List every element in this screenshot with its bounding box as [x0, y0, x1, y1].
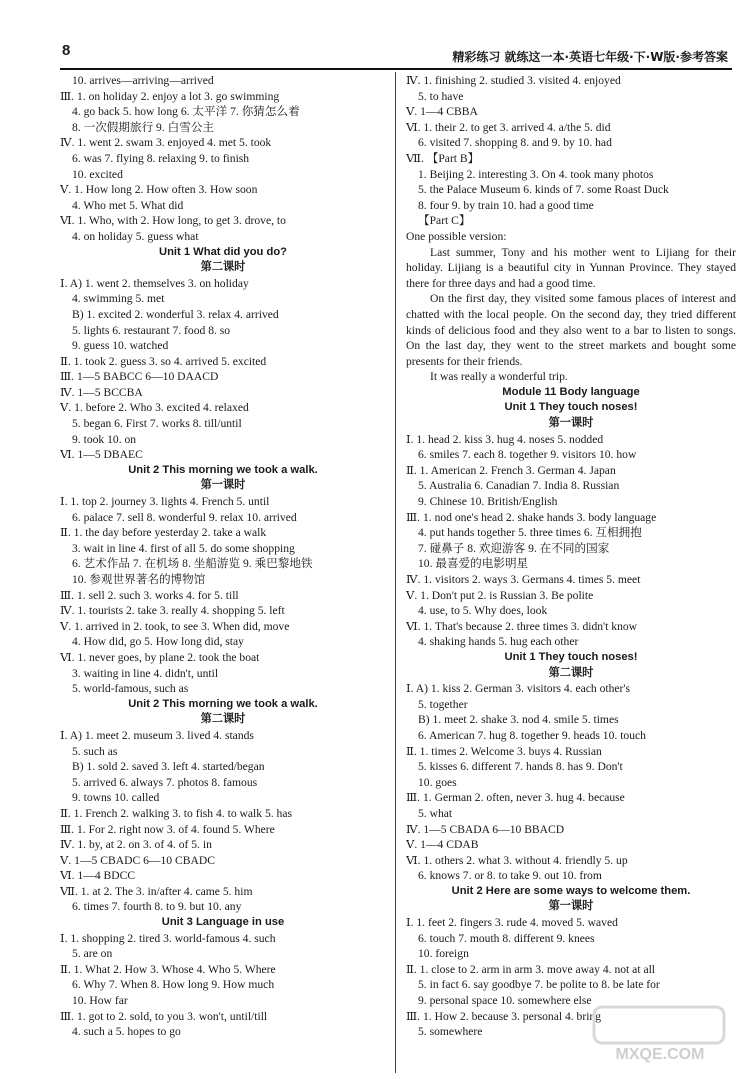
running-header: 精彩练习 就练这一本·英语七年级·下·W版·参考答案 [452, 50, 728, 64]
answer-line: 6. touch 7. mouth 8. different 9. knees [418, 931, 595, 945]
answer-line: 6. times 7. fourth 8. to 9. but 10. any [72, 900, 242, 914]
answer-line: 10. foreign [418, 947, 469, 961]
answer-line: One possible version: [406, 229, 507, 243]
answer-line: 5. to have [418, 89, 464, 103]
answer-line: Ⅶ. 【Part B】 [406, 151, 480, 165]
answer-line: 10. How far [72, 994, 128, 1008]
lesson-heading: 第一课时 [548, 900, 594, 913]
unit-heading: Unit 1 They touch noses! [504, 401, 638, 414]
answer-line: Ⅴ. 1—5 CBADC 6—10 CBADC [60, 853, 215, 867]
unit-heading: Unit 1 What did you do? [158, 245, 288, 258]
unit-heading: Unit 3 Language in use [161, 916, 285, 929]
answer-line: Ⅵ. 1—4 BDCC [60, 869, 136, 883]
answer-line: 4. such a 5. hopes to go [72, 1025, 181, 1039]
answer-line: 5. Australia 6. Canadian 7. India 8. Russian [418, 479, 620, 493]
answer-line: 6. Why 7. When 8. How long 9. How much [72, 978, 275, 992]
unit-heading: Unit 1 They touch noses! [504, 650, 638, 663]
unit-heading: Unit 2 This morning we took a walk. [128, 697, 318, 710]
answer-line: 3. waiting in line 4. didn't, until [72, 666, 219, 680]
lesson-heading: 第二课时 [548, 666, 594, 679]
answer-line: Ⅴ. 1. How long 2. How often 3. How soon [60, 183, 258, 197]
answer-line: Ⅱ. 1. What 2. How 3. Whose 4. Who 5. Where [60, 962, 276, 976]
answer-line: 6. palace 7. sell 8. wonderful 9. relax 10. arrived [72, 510, 297, 524]
answer-line: Ⅴ. 1. arrived in 2. took, to see 3. When did, move [60, 619, 290, 633]
answer-line: Ⅰ. 1. top 2. journey 3. lights 4. French 5. until [60, 495, 270, 509]
answer-line: 5. such as [72, 744, 118, 758]
answer-line: Ⅱ. 1. close to 2. arm in arm 3. move away 4. not at all [406, 962, 656, 976]
answer-line: Ⅰ. A) 1. kiss 2. German 3. visitors 4. each other's [406, 682, 631, 696]
watermark-text: MXQE.COM [615, 1046, 705, 1063]
unit-heading: Unit 2 This morning we took a walk. [128, 463, 318, 476]
answer-line: 9. personal space 10. somewhere else [418, 994, 592, 1008]
answer-line: Ⅳ. 1—5 CBADA 6—10 BBACD [406, 822, 565, 836]
essay-paragraph: Last summer, Tony and his mother went to Lijiang for their holiday. Lijiang is a beautiful city in Yunnan Province. They stayed there for three days and had a good time. [406, 245, 736, 290]
answer-line: Ⅳ. 1. tourists 2. take 3. really 4. shopping 5. left [60, 604, 285, 618]
right-column [406, 73, 736, 1040]
answer-line: Ⅶ. 1. at 2. The 3. in/after 4. came 5. him [60, 884, 253, 898]
answer-line: 9. took 10. on [72, 432, 137, 446]
answer-line: Ⅵ. 1—5 DBAEC [60, 448, 143, 462]
answer-line: Ⅴ. 1. before 2. Who 3. excited 4. relaxed [60, 401, 249, 415]
answer-line: Ⅴ. 1—4 CDAB [406, 838, 479, 852]
answer-line: 8. four 9. by train 10. had a good time [418, 198, 594, 212]
page-number: 8 [62, 42, 71, 59]
answer-line: Ⅲ. 1. German 2. often, never 3. hug 4. because [406, 791, 625, 805]
answer-line: 4. on holiday 5. guess what [72, 229, 199, 243]
answer-line: 5. lights 6. restaurant 7. food 8. so [72, 323, 231, 337]
answer-line: Ⅵ. 1. their 2. to get 3. arrived 4. a/the 5. did [406, 120, 611, 134]
lesson-heading: 第一课时 [548, 417, 594, 430]
essay-paragraph: It was really a wonderful trip. [430, 370, 568, 384]
answer-line: Ⅳ. 1—5 BCCBA [60, 385, 143, 399]
answer-line: 10. arrives—arriving—arrived [72, 74, 214, 87]
answer-line: Ⅳ. 1. finishing 2. studied 3. visited 4. enjoyed [406, 74, 621, 87]
answer-line: 6. American 7. hug 8. together 9. heads 10. touch [418, 728, 646, 742]
answer-line: 5. kisses 6. different 7. hands 8. has 9. Don't [418, 760, 623, 774]
answer-line: 5. the Palace Museum 6. kinds of 7. some Roast Duck [418, 183, 669, 197]
answer-line: 5. arrived 6. always 7. photos 8. famous [72, 775, 258, 789]
answer-line: Ⅱ. 1. times 2. Welcome 3. buys 4. Russian [406, 744, 602, 758]
answer-line: Ⅱ. 1. took 2. guess 3. so 4. arrived 5. excited [60, 354, 267, 368]
answer-line: Ⅵ. 1. Who, with 2. How long, to get 3. drove, to [60, 214, 286, 228]
answer-line: Ⅳ. 1. by, at 2. on 3. of 4. of 5. in [60, 838, 212, 852]
answer-line: 4. use, to 5. Why does, look [418, 604, 548, 618]
answer-line: Ⅲ. 1—5 BABCC 6—10 DAACD [60, 370, 219, 384]
answer-line: 6. was 7. flying 8. relaxing 9. to finish [72, 151, 250, 165]
answer-line: 5. together [418, 697, 468, 711]
answer-line: Ⅲ. 1. on holiday 2. enjoy a lot 3. go swimming [60, 89, 280, 103]
answer-line: 4. Who met 5. What did [72, 198, 184, 212]
answer-line: Ⅲ. 1. How 2. because 3. personal 4. bring [406, 1009, 602, 1023]
answer-line: Ⅰ. 1. shopping 2. tired 3. world-famous 4. such [60, 931, 276, 945]
answer-line: Ⅲ. 1. For 2. right now 3. of 4. found 5. Where [60, 822, 275, 836]
answer-line: B) 1. meet 2. shake 3. nod 4. smile 5. times [418, 713, 619, 727]
column-divider [395, 72, 396, 1073]
answer-line: 4. shaking hands 5. hug each other [418, 635, 579, 649]
answer-line: 9. towns 10. called [72, 791, 160, 805]
answer-line: Ⅱ. 1. the day before yesterday 2. take a walk [60, 526, 267, 540]
answer-line: 6. knows 7. or 8. to take 9. out 10. from [418, 869, 602, 883]
answer-line: 【Part C】 [418, 214, 471, 228]
answer-line: 10. 参观世界著名的博物馆 [72, 573, 206, 586]
answer-line: Ⅰ. A) 1. went 2. themselves 3. on holiday [60, 276, 249, 290]
answer-line: 6. smiles 7. each 8. together 9. visitors 10. how [418, 448, 637, 462]
lesson-heading: 第二课时 [200, 713, 246, 726]
answer-line: 6. 艺术作品 7. 在机场 8. 坐船游览 9. 乘巴黎地铁 [72, 557, 313, 571]
answer-line: Ⅴ. 1. Don't put 2. is Russian 3. Be polite [406, 588, 594, 602]
answer-line: Ⅲ. 1. sell 2. such 3. works 4. for 5. till [60, 588, 239, 602]
answer-line: Ⅴ. 1—4 CBBA [406, 105, 478, 119]
answer-line: B) 1. sold 2. saved 3. left 4. started/began [72, 760, 265, 774]
answer-line: 4. swimming 5. met [72, 292, 165, 306]
answer-line: Ⅳ. 1. went 2. swam 3. enjoyed 4. met 5. took [60, 136, 272, 150]
answer-line: 5. what [418, 806, 453, 820]
essay-paragraph: On the first day, they visited some famous places of interest and chatted with the local people. On the second day, they tried different kinds of delicious food and they also went to a bar to listen to songs. On the last day, they went to the street markets and bought some presents for their friends. [406, 292, 736, 368]
answer-line: 5. began 6. First 7. works 8. till/until [72, 417, 242, 431]
unit-heading: Unit 2 Here are some ways to welcome them. [451, 884, 691, 897]
answer-line: 8. 一次假期旅行 9. 白雪公主 [72, 120, 215, 134]
answer-line: Ⅰ. A) 1. meet 2. museum 3. lived 4. stands [60, 728, 254, 742]
answer-line: B) 1. excited 2. wonderful 3. relax 4. arrived [72, 307, 279, 321]
answer-line: 5. are on [72, 947, 113, 961]
answer-line: Ⅳ. 1. visitors 2. ways 3. Germans 4. times 5. meet [406, 573, 641, 586]
answer-line: Ⅵ. 1. That's because 2. three times 3. didn't know [406, 619, 638, 633]
answer-line: 10. goes [418, 775, 457, 789]
answer-line: Ⅱ. 1. American 2. French 3. German 4. Japan [406, 463, 616, 477]
answer-line: 4. go back 5. how long 6. 太平洋 7. 你猜怎么着 [72, 105, 300, 119]
answer-line: 4. put hands together 5. three times 6. 互相拥抱 [418, 526, 642, 540]
answer-line: 7. 碰鼻子 8. 欢迎游客 9. 在不同的国家 [418, 541, 610, 555]
lesson-heading: 第二课时 [200, 261, 246, 274]
watermark-logo [590, 1003, 730, 1065]
answer-line: 5. somewhere [418, 1025, 483, 1039]
answer-line: 1. Beijing 2. interesting 3. On 4. took many photos [418, 167, 654, 181]
header-rule [60, 68, 732, 70]
answer-line: Ⅲ. 1. nod one's head 2. shake hands 3. body language [406, 510, 657, 524]
lesson-heading: 第一课时 [200, 479, 246, 492]
answer-line: 9. Chinese 10. British/English [418, 495, 558, 509]
answer-line: 3. wait in line 4. first of all 5. do some shopping [72, 541, 295, 555]
answer-line: 10. 最喜爱的电影明星 [418, 557, 529, 571]
answer-line: 5. in fact 6. say goodbye 7. be polite to 8. be late for [418, 978, 660, 992]
answer-line: 6. visited 7. shopping 8. and 9. by 10. had [418, 136, 612, 150]
answer-line: Ⅲ. 1. got to 2. sold, to you 3. won't, until/till [60, 1009, 268, 1023]
answer-line: Ⅵ. 1. others 2. what 3. without 4. friendly 5. up [406, 853, 628, 867]
left-column [60, 73, 386, 1040]
answer-line: 4. How did, go 5. How long did, stay [72, 635, 244, 649]
answer-line: 10. excited [72, 167, 123, 181]
answer-line: Ⅰ. 1. feet 2. fingers 3. rude 4. moved 5. waved [406, 916, 618, 930]
answer-line: 5. world-famous, such as [72, 682, 189, 696]
answer-line: Ⅱ. 1. French 2. walking 3. to fish 4. to walk 5. has [60, 806, 292, 820]
answer-line: Ⅵ. 1. never goes, by plane 2. took the boat [60, 650, 260, 664]
answer-line: 9. guess 10. watched [72, 339, 169, 353]
answer-line: Ⅰ. 1. head 2. kiss 3. hug 4. noses 5. nodded [406, 432, 604, 446]
module-heading: Module 11 Body language [502, 385, 640, 398]
